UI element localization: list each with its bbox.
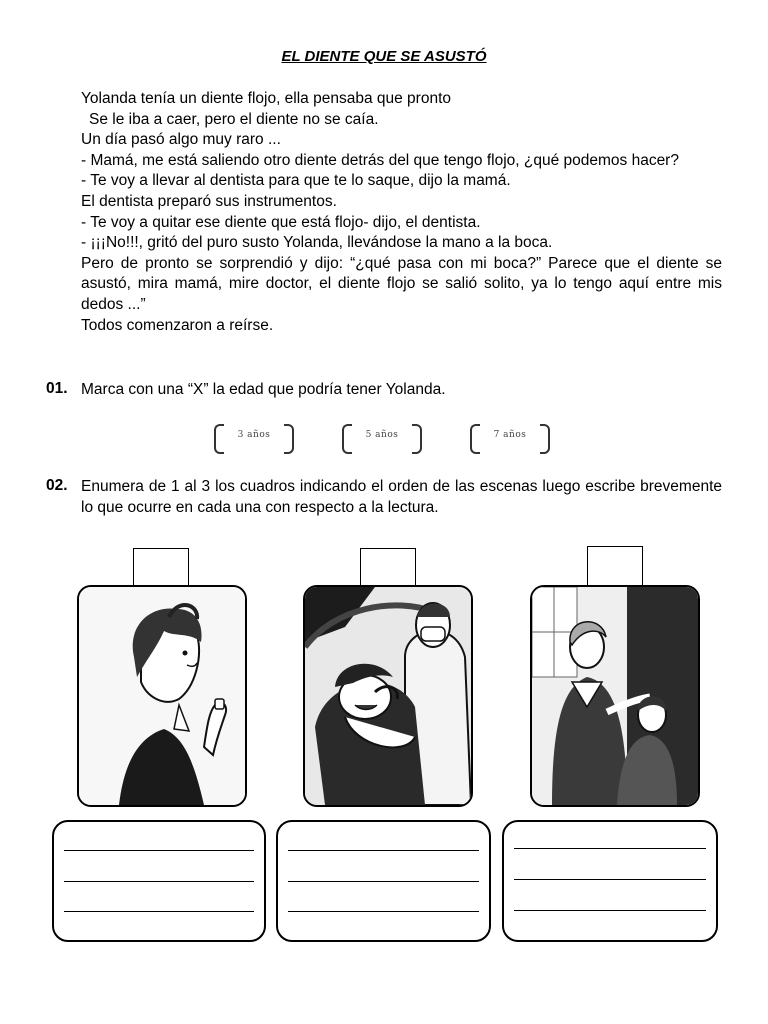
story-line: - Mamá, me está saliendo otro diente detrás del que tengo flojo, ¿qué podemos hacer? (81, 151, 679, 169)
writing-line (64, 850, 254, 851)
writing-box-2[interactable] (276, 820, 491, 942)
bracket-right (540, 424, 550, 454)
story-line: Yolanda tenía un diente flojo, ella pensaba que pronto (81, 90, 452, 107)
age-option-label: 7 años (493, 430, 527, 440)
scene-dentist-examining-girl (303, 585, 473, 807)
writing-line (514, 879, 706, 880)
page-title: EL DIENTE QUE SE ASUSTÓ (281, 48, 487, 65)
dentist-illustration (305, 587, 471, 805)
writing-line (288, 850, 479, 851)
question-1-text: Marca con una “X” la edad que podría tener Yolanda. (81, 381, 446, 398)
bracket-right (284, 424, 294, 454)
writing-box-3[interactable] (502, 820, 718, 942)
question-2-text: Enumera de 1 al 3 los cuadros indicando el orden de las escenas luego escribe brevemente lo que ocurre en cada una con respecto a la lectura. (81, 478, 722, 516)
story-line: Se le iba a caer, pero el diente no se caía. (89, 110, 379, 128)
story-line: - Te voy a llevar al dentista para que te lo saque, dijo la mamá. (81, 172, 511, 190)
girl-holding-tooth-illustration (79, 587, 245, 805)
writing-line (288, 911, 479, 912)
scene-girl-holding-tooth (77, 585, 247, 807)
age-option-3[interactable] (470, 424, 550, 452)
age-option-1[interactable] (214, 424, 294, 452)
age-option-2[interactable] (342, 424, 422, 452)
story-text (81, 89, 722, 336)
story-line: Un día pasó algo muy raro ... (81, 131, 281, 149)
question-2-number: 02. (46, 477, 68, 494)
story-line: - Te voy a quitar ese diente que está flojo- dijo, el dentista. (81, 213, 481, 231)
story-line: Todos comenzaron a reírse. (81, 316, 274, 334)
writing-box-1[interactable] (52, 820, 266, 942)
question-1-number: 01. (46, 380, 68, 397)
story-line: El dentista preparó sus instrumentos. (81, 192, 337, 210)
bracket-right (412, 424, 422, 454)
writing-line (288, 881, 479, 882)
age-option-label: 3 años (237, 430, 271, 440)
age-option-label: 5 años (365, 430, 399, 440)
story-line: - ¡¡¡No!!!, gritó del puro susto Yolanda, llevándose la mano a la boca. (81, 234, 553, 252)
writing-line (64, 881, 254, 882)
story-line: Pero de pronto se sorprendió y dijo: “¿qué pasa con mi boca?” Parece que el diente se asustó, mira mamá, mire doctor, el diente flojo se salió solito, ya lo tengo aquí entre mis dedos ...” (81, 254, 722, 313)
writing-line (64, 911, 254, 912)
mother-child-illustration (532, 587, 698, 805)
writing-line (514, 848, 706, 849)
writing-line (514, 910, 706, 911)
scene-mother-and-child (530, 585, 700, 807)
